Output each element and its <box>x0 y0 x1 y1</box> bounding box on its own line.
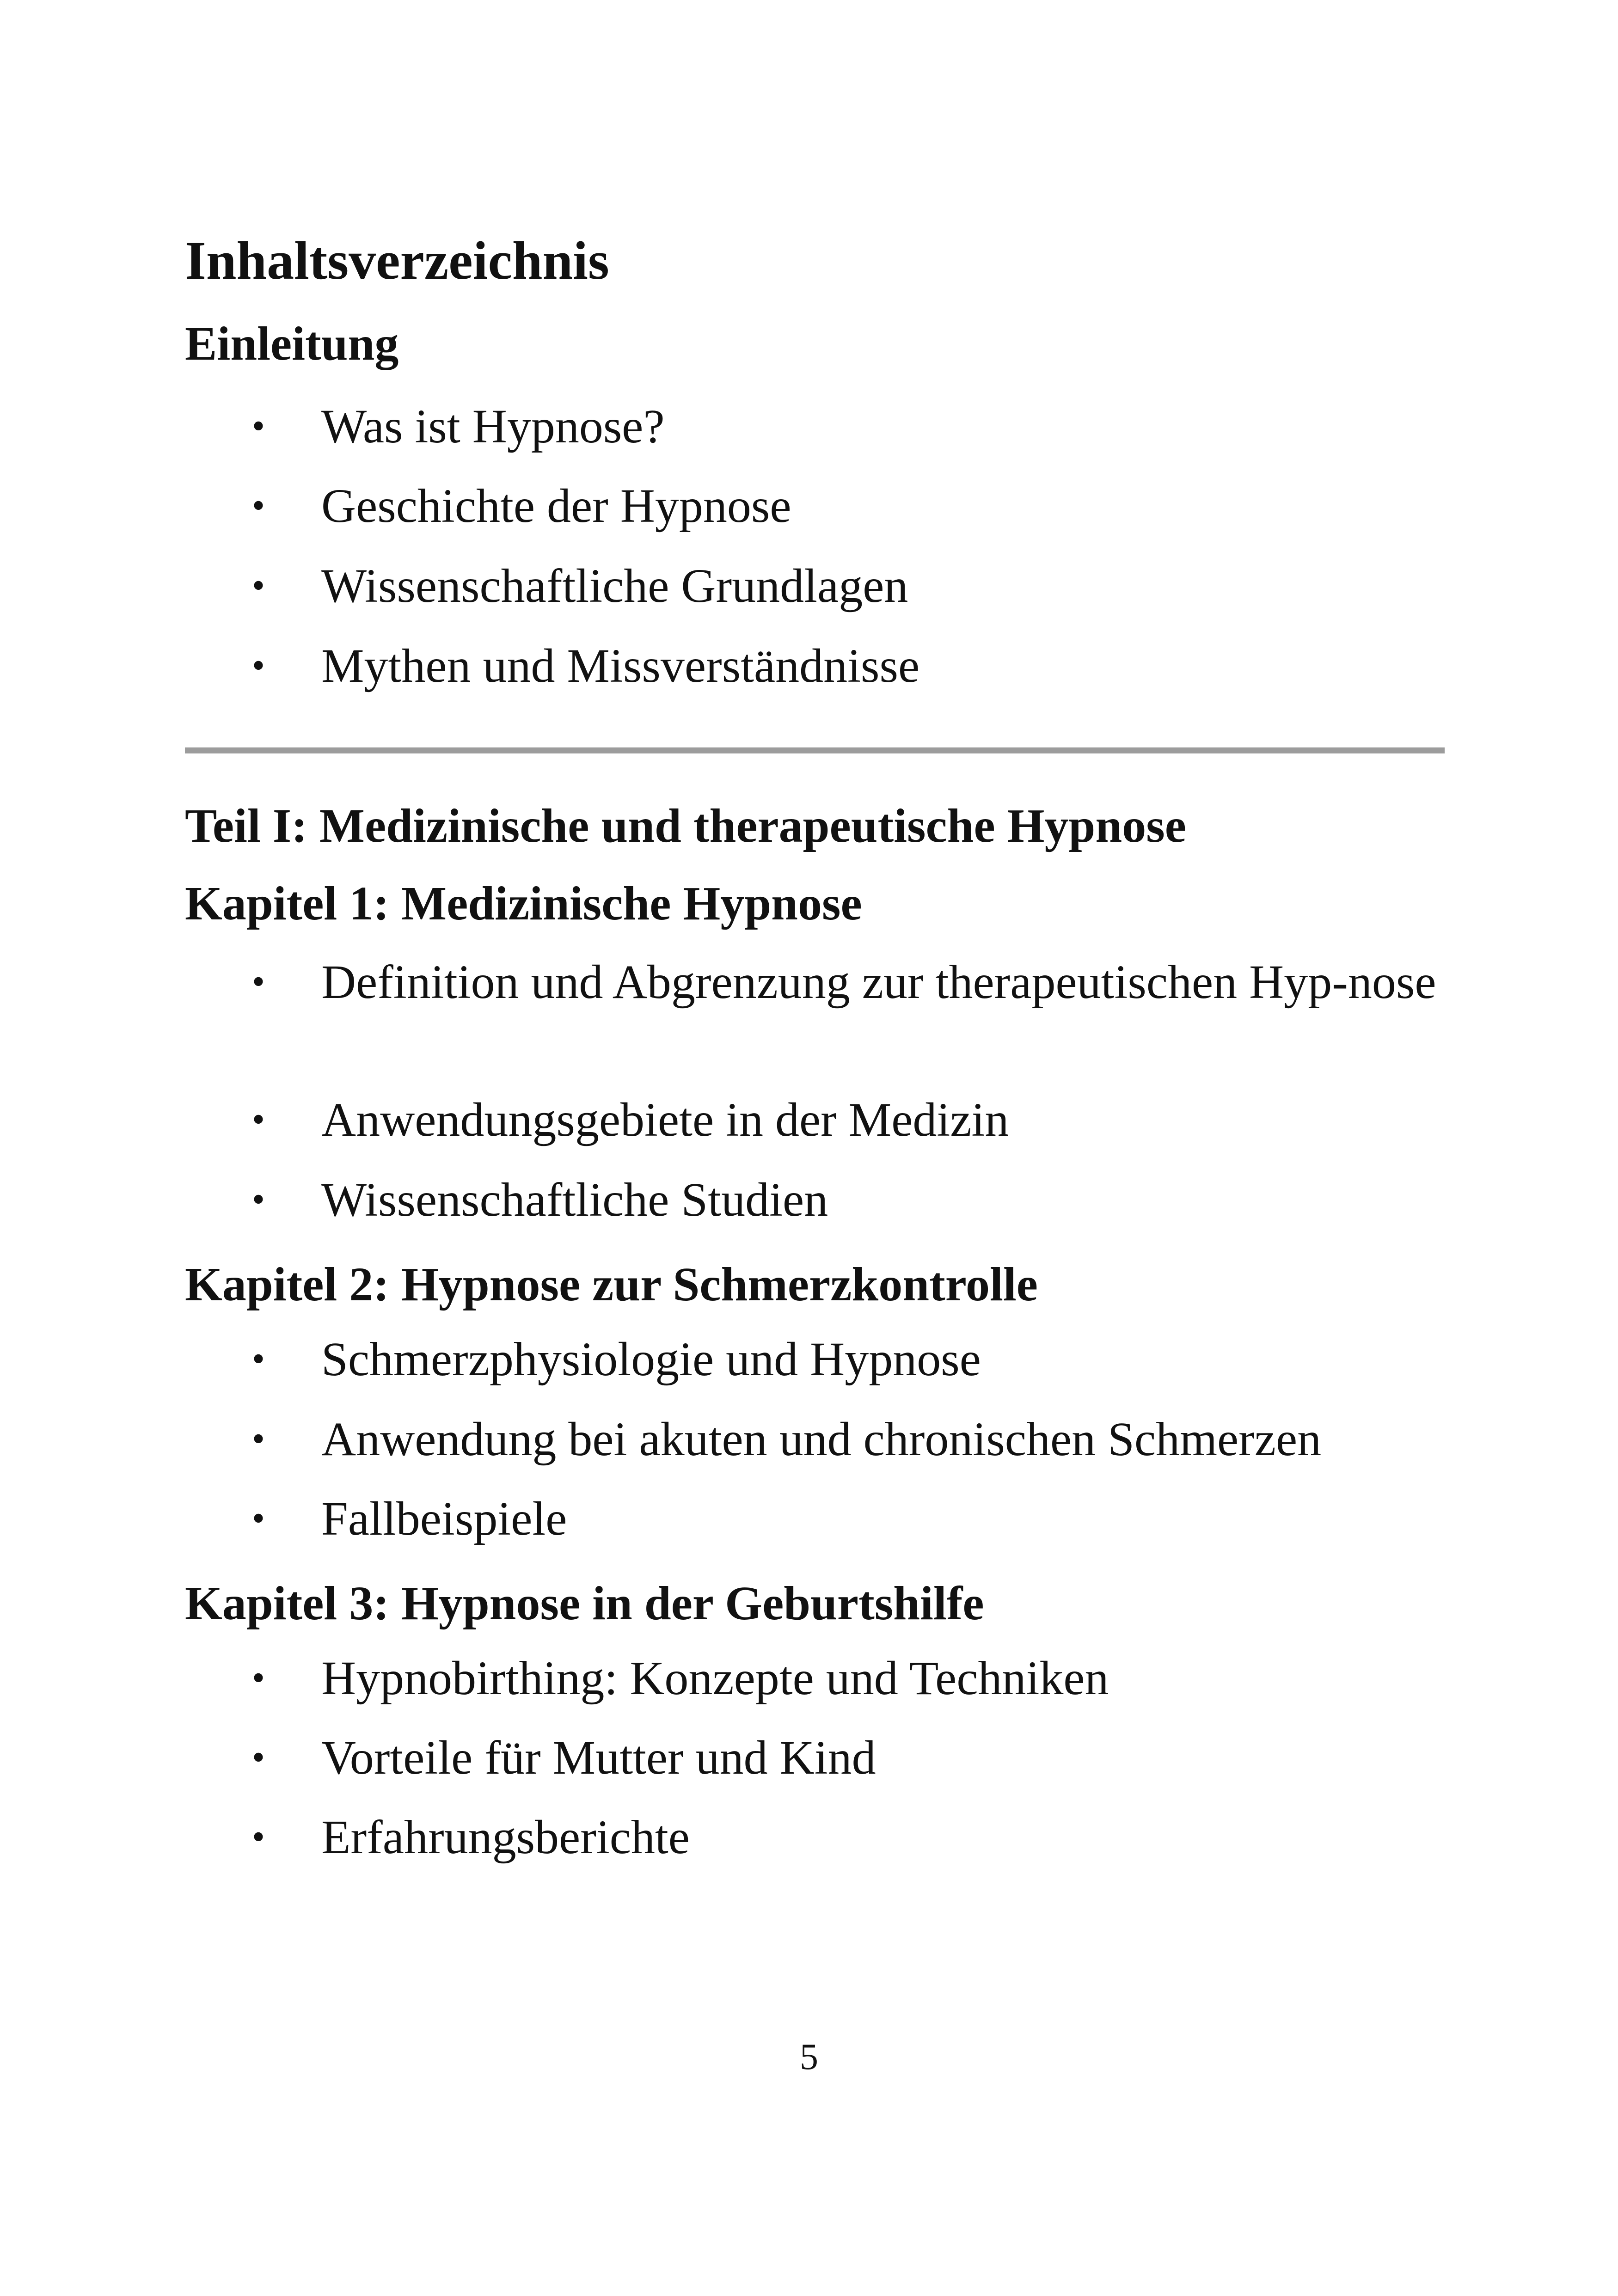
chapter-heading: Kapitel 3: Hypnose in der Geburtshilfe <box>185 1577 984 1630</box>
toc-entry <box>252 557 1445 615</box>
toc-entry-text: Definition und Abgrenzung zur therapeutischen Hyp-nose <box>321 955 1436 1009</box>
bullet-icon: • <box>252 565 265 606</box>
toc-entry <box>252 1729 1445 1787</box>
toc-entry-text: Erfahrungsberichte <box>321 1811 690 1864</box>
bullet-icon: • <box>252 485 265 526</box>
toc-entry <box>252 637 1445 695</box>
toc-entry <box>252 1410 1445 1468</box>
bullet-icon: • <box>252 1498 265 1539</box>
toc-entry-text: Wissenschaftliche Studien <box>321 1173 828 1226</box>
bullet-icon: • <box>252 1737 265 1778</box>
bullet-icon: • <box>252 1179 265 1220</box>
introduction-heading: Einleitung <box>185 317 399 370</box>
toc-entry-text: Anwendung bei akuten und chronischen Schmerzen <box>321 1413 1322 1466</box>
toc-entry-text: Geschichte der Hypnose <box>321 479 791 533</box>
toc-entry-text: Mythen und Missverständnisse <box>321 639 920 692</box>
toc-entry <box>252 1091 1445 1149</box>
toc-entry <box>252 1330 1445 1388</box>
bullet-icon: • <box>252 961 265 1002</box>
bullet-icon: • <box>252 1339 265 1379</box>
chapter-heading: Kapitel 1: Medizinische Hypnose <box>185 877 862 930</box>
bullet-icon: • <box>252 645 265 686</box>
toc-entry <box>252 1490 1445 1548</box>
bullet-icon: • <box>252 406 265 447</box>
bullet-icon: • <box>252 1419 265 1459</box>
toc-entry-text: Wissenschaftliche Grundlagen <box>321 559 908 612</box>
toc-entry-text: Hypnobirthing: Konzepte und Techniken <box>321 1652 1109 1705</box>
toc-entry <box>252 953 1445 1011</box>
toc-entry <box>252 1649 1445 1707</box>
bullet-icon: • <box>252 1658 265 1698</box>
bullet-icon: • <box>252 1099 265 1140</box>
bullet-icon: • <box>252 1817 265 1857</box>
toc-title: Inhaltsverzeichnis <box>185 230 609 291</box>
toc-entry-text: Schmerzphysiologie und Hypnose <box>321 1333 981 1386</box>
part-heading: Teil I: Medizinische und therapeutische Hypnose <box>185 799 1186 852</box>
toc-entry-text: Fallbeispiele <box>321 1492 567 1545</box>
chapter-heading: Kapitel 2: Hypnose zur Schmerzkontrolle <box>185 1258 1038 1311</box>
toc-entry-text: Was ist Hypnose? <box>321 400 665 453</box>
toc-entry-text: Vorteile für Mutter und Kind <box>321 1731 876 1784</box>
toc-entry <box>252 477 1445 535</box>
toc-entry <box>252 1171 1445 1229</box>
toc-entry <box>252 398 1445 455</box>
toc-entry <box>252 1808 1445 1866</box>
toc-entry-text: Anwendungsgebiete in der Medizin <box>321 1093 1009 1146</box>
section-divider <box>185 747 1445 753</box>
page-number: 5 <box>800 2037 818 2077</box>
